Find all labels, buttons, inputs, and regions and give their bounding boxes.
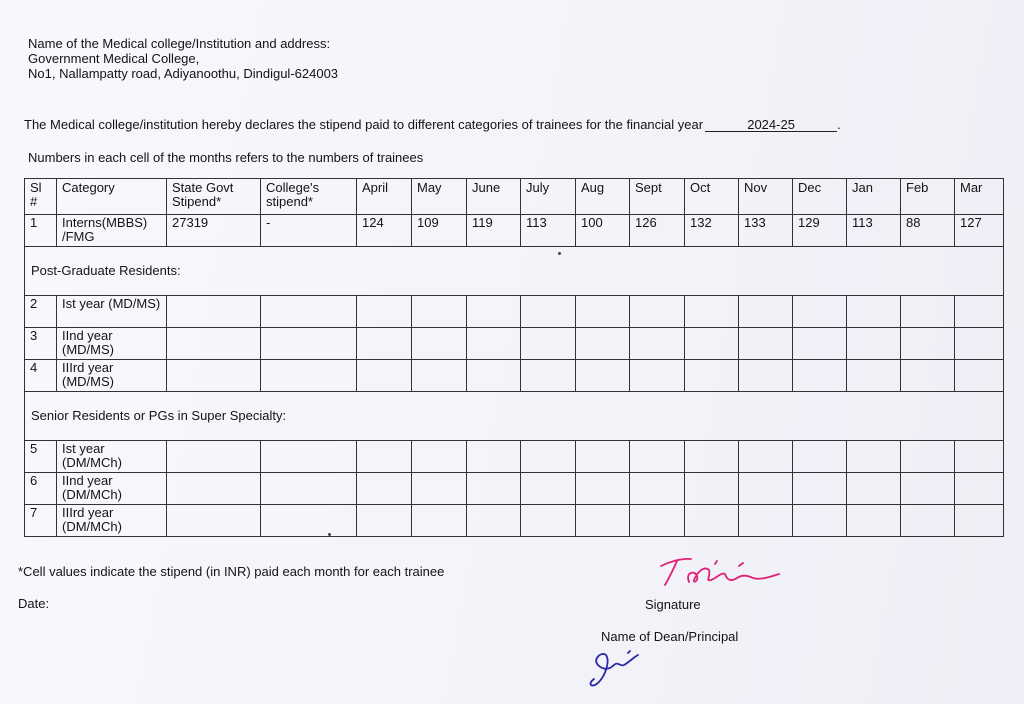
- empty-cell: [685, 296, 739, 328]
- empty-cell: [739, 505, 793, 537]
- empty-cell: [630, 441, 685, 473]
- table-row: [25, 296, 1004, 328]
- empty-cell: [901, 441, 955, 473]
- financial-year-value: 2024-25: [705, 118, 837, 132]
- table-cell: 132: [685, 215, 739, 247]
- signature-label: Signature: [645, 597, 701, 612]
- financial-year-label: financial year: [626, 117, 704, 132]
- empty-cell: [261, 328, 357, 360]
- category-cell: Ist year (DM/MCh): [57, 441, 167, 473]
- empty-cell: [955, 505, 1004, 537]
- empty-cell: [357, 473, 412, 505]
- scan-speck: [328, 533, 331, 536]
- empty-cell: [955, 473, 1004, 505]
- table-row: [25, 215, 1004, 247]
- dean-name-label: Name of Dean/Principal: [601, 629, 739, 644]
- empty-cell: [357, 441, 412, 473]
- column-header: Sl #: [25, 179, 57, 215]
- table-row: [25, 505, 1004, 537]
- empty-cell: [630, 296, 685, 328]
- table-row: [25, 360, 1004, 392]
- empty-cell: [847, 360, 901, 392]
- empty-cell: [261, 473, 357, 505]
- empty-cell: [793, 328, 847, 360]
- date-label: Date:: [18, 596, 50, 611]
- empty-cell: [576, 328, 630, 360]
- sl-number-cell: 6: [25, 473, 57, 505]
- category-cell: IInd year (DM/MCh): [57, 473, 167, 505]
- table-cell: 113: [521, 215, 576, 247]
- category-cell: IIIrd year (DM/MCh): [57, 505, 167, 537]
- column-header: Sept: [630, 179, 685, 215]
- empty-cell: [576, 441, 630, 473]
- column-header: April: [357, 179, 412, 215]
- sl-number-cell: 4: [25, 360, 57, 392]
- sl-number-cell: 3: [25, 328, 57, 360]
- empty-cell: [576, 296, 630, 328]
- empty-cell: [167, 296, 261, 328]
- handwritten-signature: [655, 552, 785, 592]
- table-cell: 113: [847, 215, 901, 247]
- empty-cell: [901, 360, 955, 392]
- category-cell: Interns(MBBS) /FMG: [57, 215, 167, 247]
- empty-cell: [357, 296, 412, 328]
- empty-cell: [685, 441, 739, 473]
- empty-cell: [793, 505, 847, 537]
- column-header: College's stipend*: [261, 179, 357, 215]
- table-cell: -: [261, 215, 357, 247]
- empty-cell: [955, 296, 1004, 328]
- empty-cell: [630, 473, 685, 505]
- institution-name: Government Medical College,: [28, 51, 200, 66]
- table-row: [25, 473, 1004, 505]
- empty-cell: [955, 360, 1004, 392]
- empty-cell: [901, 505, 955, 537]
- empty-cell: [357, 328, 412, 360]
- empty-cell: [901, 473, 955, 505]
- section-super-specialty: [25, 392, 1004, 441]
- empty-cell: [412, 296, 467, 328]
- declaration-line: [24, 117, 841, 132]
- empty-cell: [521, 328, 576, 360]
- institution-street-address: No1, Nallampatty road, Adiyanoothu, Dindigul-624003: [28, 66, 339, 81]
- empty-cell: [412, 328, 467, 360]
- empty-cell: [167, 328, 261, 360]
- empty-cell: [630, 505, 685, 537]
- empty-cell: [412, 360, 467, 392]
- empty-cell: [521, 360, 576, 392]
- table-cell: 88: [901, 215, 955, 247]
- declaration-text: The Medical college/institution hereby declares the stipend paid to different categories of trainees for the: [24, 117, 623, 132]
- empty-cell: [467, 505, 521, 537]
- category-cell: IIIrd year (MD/MS): [57, 360, 167, 392]
- empty-cell: [521, 473, 576, 505]
- sl-number-cell: 5: [25, 441, 57, 473]
- institution-heading: Name of the Medical college/Institution and address:: [28, 36, 331, 51]
- empty-cell: [521, 441, 576, 473]
- handwritten-initials: [584, 645, 644, 691]
- column-header: July: [521, 179, 576, 215]
- category-cell: Ist year (MD/MS): [57, 296, 167, 328]
- empty-cell: [261, 360, 357, 392]
- empty-cell: [261, 296, 357, 328]
- empty-cell: [167, 473, 261, 505]
- empty-cell: [739, 441, 793, 473]
- empty-cell: [357, 505, 412, 537]
- section-post-graduate-label: Post-Graduate Residents:: [25, 247, 1004, 296]
- empty-cell: [467, 296, 521, 328]
- empty-cell: [521, 505, 576, 537]
- empty-cell: [357, 360, 412, 392]
- column-header: Dec: [793, 179, 847, 215]
- column-header: Aug: [576, 179, 630, 215]
- empty-cell: [576, 505, 630, 537]
- empty-cell: [739, 296, 793, 328]
- empty-cell: [685, 360, 739, 392]
- empty-cell: [467, 441, 521, 473]
- table-cell: 133: [739, 215, 793, 247]
- column-header: Oct: [685, 179, 739, 215]
- column-header: June: [467, 179, 521, 215]
- empty-cell: [847, 473, 901, 505]
- declaration-period: .: [837, 117, 841, 132]
- empty-cell: [412, 505, 467, 537]
- table-cell: 27319: [167, 215, 261, 247]
- empty-cell: [521, 296, 576, 328]
- empty-cell: [685, 505, 739, 537]
- empty-cell: [901, 328, 955, 360]
- table-row: [25, 328, 1004, 360]
- table-cell: 127: [955, 215, 1004, 247]
- empty-cell: [793, 441, 847, 473]
- empty-cell: [739, 360, 793, 392]
- empty-cell: [685, 328, 739, 360]
- table-cell: 119: [467, 215, 521, 247]
- empty-cell: [630, 328, 685, 360]
- empty-cell: [630, 360, 685, 392]
- empty-cell: [261, 441, 357, 473]
- empty-cell: [955, 441, 1004, 473]
- empty-cell: [167, 505, 261, 537]
- table-header-row: [25, 179, 1004, 215]
- stipend-table: [24, 178, 1004, 537]
- section-post-graduate: [25, 247, 1004, 296]
- sl-number-cell: 7: [25, 505, 57, 537]
- institution-address: [28, 36, 338, 81]
- column-header: May: [412, 179, 467, 215]
- empty-cell: [576, 360, 630, 392]
- table-note: Numbers in each cell of the months refers to the numbers of trainees: [28, 150, 424, 165]
- table-row: [25, 441, 1004, 473]
- section-super-specialty-label: Senior Residents or PGs in Super Specialty:: [25, 392, 1004, 441]
- table-cell: 126: [630, 215, 685, 247]
- scan-speck: [558, 252, 561, 255]
- empty-cell: [793, 296, 847, 328]
- empty-cell: [847, 328, 901, 360]
- column-header: Category: [57, 179, 167, 215]
- column-header: Mar: [955, 179, 1004, 215]
- empty-cell: [955, 328, 1004, 360]
- empty-cell: [261, 505, 357, 537]
- empty-cell: [467, 328, 521, 360]
- empty-cell: [412, 441, 467, 473]
- empty-cell: [467, 360, 521, 392]
- table-cell: 100: [576, 215, 630, 247]
- table-cell: 109: [412, 215, 467, 247]
- empty-cell: [739, 473, 793, 505]
- empty-cell: [167, 360, 261, 392]
- empty-cell: [467, 473, 521, 505]
- column-header: Feb: [901, 179, 955, 215]
- empty-cell: [847, 296, 901, 328]
- empty-cell: [412, 473, 467, 505]
- empty-cell: [793, 360, 847, 392]
- empty-cell: [576, 473, 630, 505]
- empty-cell: [167, 441, 261, 473]
- column-header: Jan: [847, 179, 901, 215]
- category-cell: IInd year (MD/MS): [57, 328, 167, 360]
- column-header: State Govt Stipend*: [167, 179, 261, 215]
- empty-cell: [847, 505, 901, 537]
- sl-number-cell: 2: [25, 296, 57, 328]
- sl-number-cell: 1: [25, 215, 57, 247]
- column-header: Nov: [739, 179, 793, 215]
- table-cell: 124: [357, 215, 412, 247]
- empty-cell: [793, 473, 847, 505]
- empty-cell: [739, 328, 793, 360]
- empty-cell: [685, 473, 739, 505]
- empty-cell: [847, 441, 901, 473]
- footnote: *Cell values indicate the stipend (in INR) paid each month for each trainee: [18, 564, 445, 579]
- empty-cell: [901, 296, 955, 328]
- table-cell: 129: [793, 215, 847, 247]
